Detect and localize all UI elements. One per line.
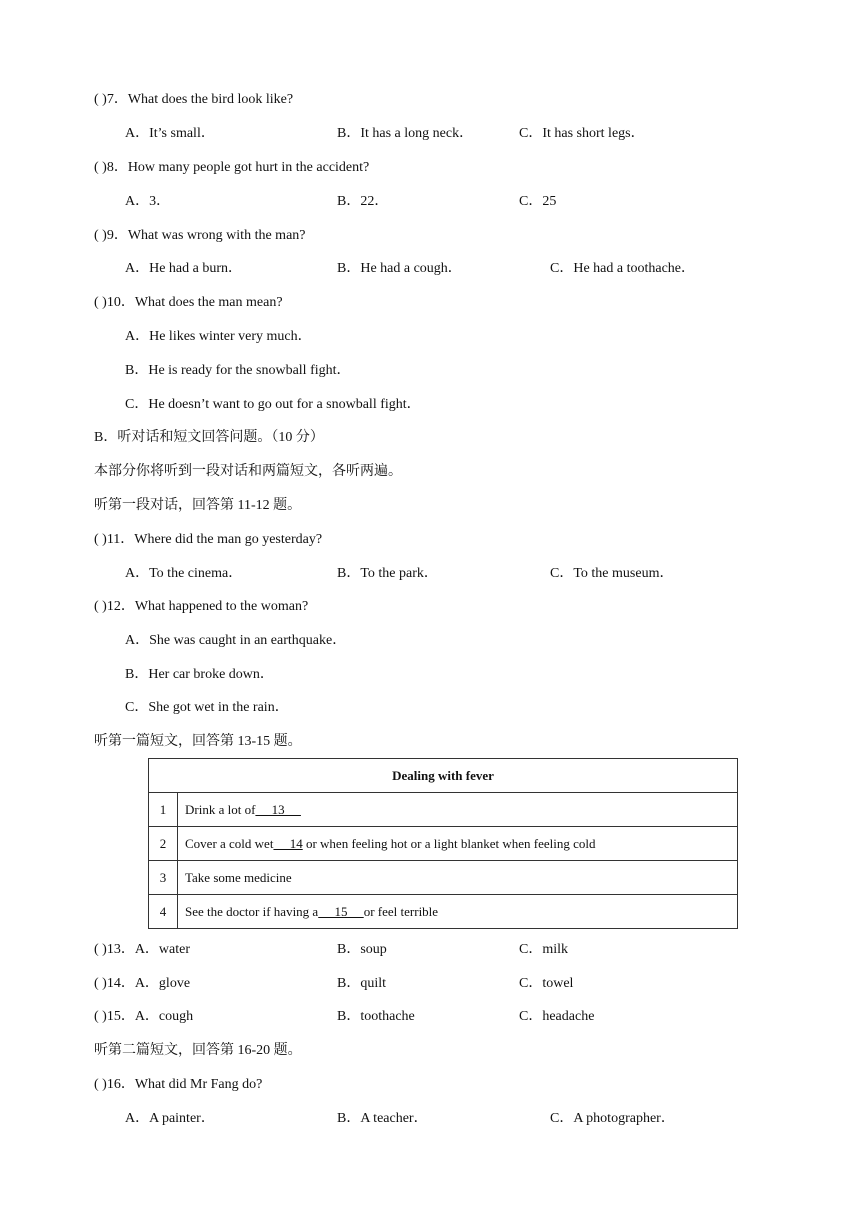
question-7-stem: ( )7．What does the bird look like? [94,92,294,107]
question-15-option-b: B．toothache [337,1009,415,1024]
blank-13: 13 [255,801,301,817]
dialog-1-instruction: 听第一段对话，回答第 11-12 题。 [94,498,302,513]
question-8-stem: ( )8．How many people got hurt in the accident? [94,160,370,175]
row-number: 1 [149,793,178,827]
question-16-stem: ( )16．What did Mr Fang do? [94,1077,263,1092]
question-11-option-a: A．To the cinema． [125,566,243,581]
question-12-option-b: B．Her car broke down． [125,667,274,682]
question-9-option-c: C．He had a toothache． [550,261,696,276]
fever-table [148,758,738,929]
question-11-option-c: C．To the museum． [550,566,674,581]
row-number: 2 [149,827,178,861]
section-b-intro: 本部分你将听到一段对话和两篇短文，各听两遍。 [94,464,402,479]
question-7-option-a: A．It’s small． [125,126,215,141]
section-b-title: B．听对话和短文回答问题。（10 分） [94,430,324,445]
row-number: 3 [149,861,178,895]
question-12-stem: ( )12．What happened to the woman? [94,599,309,614]
row-text: Drink a lot of 13 [178,793,738,827]
row-text: Take some medicine [178,861,738,895]
question-10-option-a: A．He likes winter very much． [125,329,312,344]
table-header-row [149,759,738,793]
passage-2-instruction: 听第二篇短文，回答第 16-20 题。 [94,1043,302,1058]
question-16-option-c: C．A photographer． [550,1111,675,1126]
question-14-option-b: B．quilt [337,976,387,991]
passage-1-instruction: 听第一篇短文，回答第 13-15 题。 [94,734,302,749]
question-8-option-c: C．25 [519,194,557,209]
question-14-option-c: C．towel [519,976,574,991]
question-8-option-b: B．22． [337,194,389,209]
question-7-option-b: B．It has a long neck． [337,126,474,141]
table-title: Dealing with fever [149,759,738,793]
table-row [149,793,738,827]
question-9-option-b: B．He had a cough． [337,261,462,276]
question-11-option-b: B．To the park． [337,566,438,581]
row-text: Cover a cold wet 14 or when feeling hot or a light blanket when feeling cold [178,827,738,861]
question-13-option-c: C．milk [519,942,569,957]
question-12-option-c: C．She got wet in the rain． [125,700,289,715]
question-7-option-c: C．It has short legs． [519,126,645,141]
question-8-option-a: A．3． [125,194,171,209]
question-13-stem: ( )13．A．water [94,942,191,957]
question-14-stem: ( )14．A．glove [94,976,191,991]
question-10-option-c: C．He doesn’t want to go out for a snowball fight． [125,397,421,412]
question-9-option-a: A．He had a burn． [125,261,243,276]
question-9-stem: ( )9．What was wrong with the man? [94,228,306,243]
question-15-option-c: C．headache [519,1009,595,1024]
question-10-stem: ( )10．What does the man mean? [94,295,283,310]
question-12-option-a: A．She was caught in an earthquake． [125,633,347,648]
question-15-stem: ( )15．A．cough [94,1009,194,1024]
question-13-option-b: B．soup [337,942,387,957]
question-16-option-b: B．A teacher． [337,1111,428,1126]
blank-14: 14 [273,835,303,851]
table-row [149,827,738,861]
question-16-option-a: A．A painter． [125,1111,215,1126]
blank-15: 15 [318,903,364,919]
question-11-stem: ( )11．Where did the man go yesterday? [94,532,323,547]
row-text: See the doctor if having a 15 or feel terrible [178,895,738,929]
question-10-option-b: B．He is ready for the snowball fight． [125,363,351,378]
row-number: 4 [149,895,178,929]
table-row [149,895,738,929]
table-row [149,861,738,895]
